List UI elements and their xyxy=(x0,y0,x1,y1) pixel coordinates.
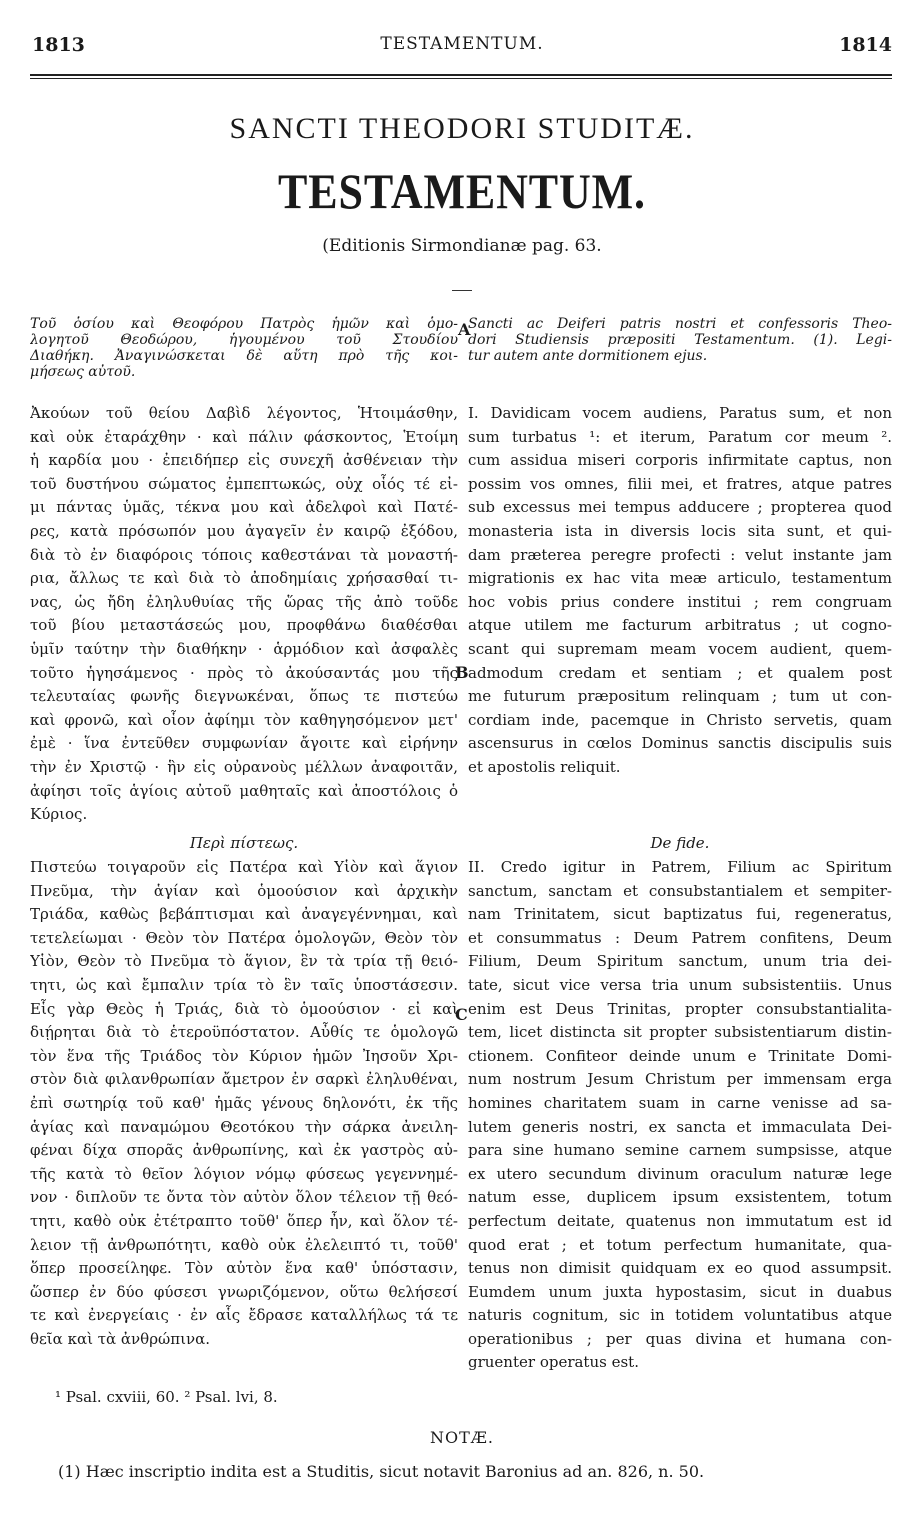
text-line: Υἱὸν, Θεὸν τὸ Πνεῦμα τὸ ἅγιον, ἓν τὰ τρία τῇ θειό- xyxy=(30,952,458,971)
text-line: τητι, ὡς καὶ ἔμπαλιν τρία τὸ ἓν ταῖς ὑποστάσεσιν. xyxy=(30,975,458,994)
text-line: admodum credam et sentiam ; et qualem post xyxy=(468,663,892,682)
text-line: τῆς κατὰ τὸ θεῖον λόγιον νόμῳ φύσεως γεγεννημέ- xyxy=(30,1164,458,1183)
text-line: Τριάδα, καθὼς βεβάπτισμαι καὶ ἀναγεγέννημαι, καὶ xyxy=(30,905,458,924)
text-line: ρια, ἄλλως τε καὶ διὰ τὸ ἀποδημίαις χρήσασθαί τι- xyxy=(30,569,458,588)
text-line: φέναι δίχα σπορᾶς ἀνθρωπίνης, καὶ ἐκ γαστρὸς αὐ- xyxy=(30,1141,458,1160)
document-title: TESTAMENTUM. xyxy=(278,163,646,219)
text-line: Πιστεύω τοιγαροῦν εἰς Πατέρα καὶ Υἱὸν καὶ ἅγιον xyxy=(30,858,458,876)
greek-paragraph-2 xyxy=(30,856,458,1351)
text-line: et apostolis reliquit. xyxy=(468,757,621,776)
latin-heading-faith xyxy=(468,832,892,856)
text-line: cordiam inde, pacemque in Christo servetis, quam xyxy=(468,710,892,729)
latin-paragraph-2 xyxy=(468,856,892,1375)
text-line: Τοῦ ὁσίου καὶ Θεοφόρου Πατρὸς ἡμῶν καὶ ὁμο- xyxy=(30,316,458,332)
text-line: θεῖα καὶ τὰ ἀνθρώπινα. xyxy=(30,1329,211,1348)
text-line: ἡ καρδία μου · ἐπειδήπερ εἰς συνεχῆ ἀσθένειαν τὴν xyxy=(30,451,458,470)
text-line: perfectum deitate, quatenus non immutatum est id xyxy=(468,1211,892,1230)
margin-mark-b: B xyxy=(455,663,469,682)
text-line: τὴν ἐν Χριστῷ · ἣν εἰς οὐρανοὺς μέλλων ἀναφοιτᾶν, xyxy=(30,757,458,776)
latin-paragraph-1 xyxy=(468,402,892,780)
document-author: SANCTI THEODORI STUDITÆ. xyxy=(229,112,695,145)
edition-note: (Editionis Sirmondianæ pag. 63. xyxy=(322,236,602,256)
text-line: διὰ τὸ ἐν διαφόροις τόποις καθεστάναι τὰ μοναστή- xyxy=(30,545,458,564)
text-line: ἁγίας καὶ παναμώμου Θεοτόκου τὴν σάρκα ἀνειλη- xyxy=(30,1117,458,1136)
text-line: καὶ φρονῶ, καὶ οἷον ἀφίημι τὸν καθηγησόμενον μετ' xyxy=(30,710,458,729)
text-line: sum turbatus ¹: et iterum, Paratum cor meum ². xyxy=(468,427,892,446)
text-line: Κύριος. xyxy=(30,805,88,824)
margin-mark-a: A xyxy=(458,320,471,339)
text-line: Εἷς γὰρ Θεὸς ἡ Τριάς, διὰ τὸ ὁμοούσιον · εἰ καὶ xyxy=(30,999,458,1018)
text-line: tem, licet distincta sit propter subsistentiarum distin- xyxy=(468,1023,892,1042)
text-line: tenus non dimisit quidquam ex eo quod assumpsit. xyxy=(468,1259,892,1278)
text-line: possim vos omnes, filii mei, et fratres, atque patres xyxy=(468,474,892,493)
text-line: ἐπὶ σωτηρίᾳ τοῦ καθ' ἡμᾶς γένους δηλονότι, ἐκ τῆς xyxy=(30,1093,458,1112)
text-line: Filium, Deum Spiritum sanctum, unum tria dei- xyxy=(468,952,892,971)
text-line: ὅπερ προσείληφε. Τὸν αὐτὸν ἕνα καθ' ὑπόστασιν, xyxy=(30,1259,458,1278)
text-line: ὥσπερ ἐν δύο φύσεσι γνωριζόμενον, οὕτω θελήσεσί xyxy=(30,1282,458,1301)
text-line: ascensurus in cœlos Dominus sanctis discipulis suis xyxy=(468,734,892,753)
heading-text: Περὶ πίστεως. xyxy=(189,834,299,852)
text-line: migrationis ex hac vita meæ articulo, testamentum xyxy=(468,569,892,588)
text-line: τελευταίας φωνῆς διεγνωκέναι, ὅπως τε πιστεύω xyxy=(30,687,458,706)
text-line: ρες, κατὰ πρόσωπόν μου ἀγαγεῖν ἐν καιρῷ ἐξόδου, xyxy=(30,521,458,540)
text-line: natum esse, duplicem ipsum exsistentem, totum xyxy=(468,1188,892,1207)
text-line: I. Davidicam vocem audiens, Paratus sum, et non xyxy=(468,404,892,422)
text-line: sub excessus mei tempus adducere ; propterea quod xyxy=(468,498,892,517)
text-line: ἀφίησι τοῖς ἁγίοις αὐτοῦ μαθηταῖς καὶ ἀποστόλοις ὁ xyxy=(30,781,458,800)
text-line: monasteria ista in diversis locis sita sunt, et qui- xyxy=(468,521,892,540)
greek-paragraph-1 xyxy=(30,402,458,827)
text-line: naturis cognitum, sic in totidem voluntatibus atque xyxy=(468,1306,892,1325)
text-line: τοῦτο ἡγησάμενος · πρὸς τὸ ἀκούσαντάς μου τῆς xyxy=(30,663,458,682)
text-line: τοῦ δυστήνου σώματος ἐμπεπτωκώς, οὐχ οἷός τέ εἰ- xyxy=(30,474,458,493)
running-title: TESTAMENTUM. xyxy=(380,34,544,54)
margin-mark-c: C xyxy=(455,1005,468,1024)
text-line: νον · διπλοῦν τε ὄντα τὸν αὐτὸν ὅλον τέλειον τῇ θεό- xyxy=(30,1188,458,1207)
text-line: ἐμὲ · ἵνα ἐντεῦθεν συμφωνίαν ἄγοιτε καὶ εἰρήνην xyxy=(30,734,458,753)
latin-caption xyxy=(468,316,892,364)
text-line: cum assidua miseri corporis infirmitate captus, non xyxy=(468,451,892,470)
text-line: sanctum, sanctam et consubstantialem et sempiter- xyxy=(468,881,892,900)
greek-caption xyxy=(30,316,458,380)
text-line: lutem generis nostri, ex sancta et immaculata Dei- xyxy=(468,1117,892,1136)
text-line: λογητοῦ Θεοδώρου, ἡγουμένου τοῦ Στουδίου xyxy=(30,332,458,348)
text-line: enim est Deus Trinitas, propter consubstantialita- xyxy=(468,999,892,1018)
text-line: et consummatus : Deum Patrem confitens, Deum xyxy=(468,928,892,947)
text-line: dam præterea peregre profecti : velut instante jam xyxy=(468,545,892,564)
text-line: διῄρηται διὰ τὸ ἑτεροϋπόστατον. Αὖθίς τε ὁμολογῶ xyxy=(30,1023,458,1042)
footnote: ¹ Psal. cxviii, 60. ² Psal. lvi, 8. xyxy=(55,1388,278,1406)
text-line: operationibus ; per quas divina et humana con- xyxy=(468,1329,892,1348)
text-line: ctionem. Confiteor deinde unum e Trinitate Domi- xyxy=(468,1046,892,1065)
text-line: στὸν διὰ φιλανθρωπίαν ἄμετρον ἐν σαρκὶ ἐληλυθέναι, xyxy=(30,1070,458,1089)
text-line: tate, sicut vice versa tria unum subsistentiis. Unus xyxy=(468,975,892,994)
text-line: hoc vobis prius condere institui ; rem congruam xyxy=(468,592,892,611)
running-header xyxy=(0,34,924,62)
text-line: Διαθήκη. Ἀναγινώσκεται δὲ αὕτη πρὸ τῆς κοι- xyxy=(30,348,458,364)
text-line: Eumdem unum juxta hypostasim, sicut in duabus xyxy=(468,1282,892,1301)
text-line: dori Studiensis præpositi Testamentum. (1). Legi- xyxy=(468,332,892,348)
text-line: τε καὶ ἐνεργείαις · ἐν αἷς ἔδρασε καταλλήλως τά τε xyxy=(30,1306,458,1325)
text-line: Sancti ac Deiferi patris nostri et confessoris Theo- xyxy=(468,316,892,332)
text-line: νας, ὡς ἤδη ἐληλυθυίας τῆς ὥρας τῆς ἀπὸ τοῦδε xyxy=(30,592,458,611)
text-line: ex utero secundum divinum oraculum naturæ lege xyxy=(468,1164,892,1183)
text-line: μι πάντας ὑμᾶς, τέκνα μου καὶ ἀδελφοὶ καὶ Πατέ- xyxy=(30,498,458,517)
header-rule-thin xyxy=(30,78,892,79)
text-line: para sine humano semine carnem sumpsisse, atque xyxy=(468,1141,892,1160)
text-line: nam Trinitatem, sicut baptizatus fui, regeneratus, xyxy=(468,905,892,924)
header-rule-thick xyxy=(30,74,892,76)
text-line: num nostrum Jesum Christum per immensam erga xyxy=(468,1070,892,1089)
notes-heading: NOTÆ. xyxy=(430,1428,494,1447)
text-line: tur autem ante dormitionem ejus. xyxy=(468,348,708,364)
text-line: λειον τῇ ἀνθρωπότητι, καθὸ οὐκ ἐλελειπτό τι, τοῦθ' xyxy=(30,1235,458,1254)
text-line: homines charitatem suam in carne venisse ad sa- xyxy=(468,1093,892,1112)
text-line: καὶ οὐκ ἐταράχθην · καὶ πάλιν φάσκοντος, Ἑτοίμη xyxy=(30,427,458,446)
note-1: (1) Hæc inscriptio indita est a Studitis, sicut notavit Baronius ad an. 826, n. 50. xyxy=(58,1462,705,1481)
text-line: me futurum præpositum relinquam ; tum ut con- xyxy=(468,687,892,706)
text-line: quod erat ; et totum perfectum humanitate, qua- xyxy=(468,1235,892,1254)
text-line: gruenter operatus est. xyxy=(468,1353,639,1372)
text-line: ὑμῖν ταύτην τὴν διαθήκην · ἁρμόδιον καὶ ἀσφαλὲς xyxy=(30,639,458,658)
title-divider xyxy=(452,290,472,291)
text-line: Ἀκούων τοῦ θείου Δαβὶδ λέγοντος, Ἡτοιμάσθην, xyxy=(30,404,458,422)
text-line: τὸν ἕνα τῆς Τριάδος τὸν Κύριον ἡμῶν Ἰησοῦν Χρι- xyxy=(30,1046,458,1065)
text-line: scant qui supremam meam vocem audient, quem- xyxy=(468,639,892,658)
page-number-left: 1813 xyxy=(32,34,85,56)
text-line: τητι, καθὸ οὐκ ἐτέτραπτο τοῦθ' ὅπερ ἦν, καὶ ὅλον τέ- xyxy=(30,1211,458,1230)
text-line: II. Credo igitur in Patrem, Filium ac Spiritum xyxy=(468,858,892,876)
text-line: μήσεως αὐτοῦ. xyxy=(30,364,136,380)
greek-heading-faith xyxy=(30,832,458,856)
text-line: Πνεῦμα, τὴν ἁγίαν καὶ ὁμοούσιον καὶ ἀρχικὴν xyxy=(30,881,458,900)
text-line: τετελείωμαι · Θεὸν τὸν Πατέρα ὁμολογῶν, Θεὸν τὸν xyxy=(30,928,458,947)
text-line: τοῦ βίου μεταστάσεώς μου, προφθάνω διαθέσθαι xyxy=(30,616,458,635)
heading-text: De fide. xyxy=(650,834,710,852)
text-line: atque utilem me facturum arbitratus ; ut cogno- xyxy=(468,616,892,635)
page-number-right: 1814 xyxy=(839,34,892,56)
